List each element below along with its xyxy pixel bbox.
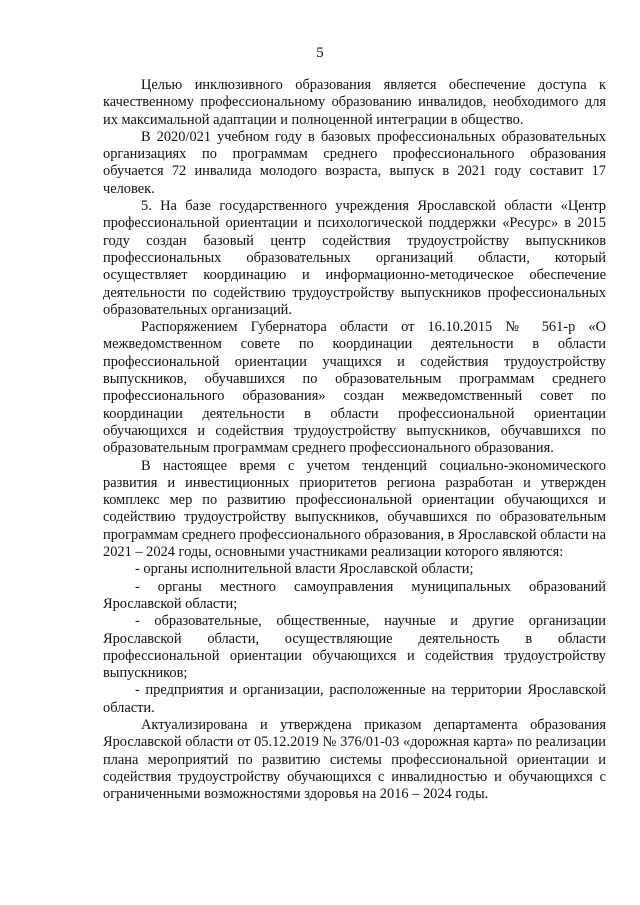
paragraph-roadmap: Актуализирована и утверждена приказом департамента образования Ярославской области от 05.12.2019 № 376/01-03 «дорожная карта» по реализации плана мероприятий по развитию системы профессиональной ориентации и содействия трудоустройству обучающихся с инвалидностью и обучающихся с ограниченными возможностями здоровья на 2016 – 2024 годы. bbox=[103, 716, 606, 803]
list-item-local-government: - органы местного самоуправления муниципальных образований Ярославской области; bbox=[103, 578, 606, 612]
paragraph-governor-order: Распоряжением Губернатора области от 16.10.2015 № 561-р «О межведомственном совете по координации деятельности в области профессиональной ориентации учащихся и содействия трудоустройству выпускников, обучавшихся по образовательным программам среднего профессионального образования» создан межведомственный совет по координации деятельности в области профессиональной ориентации обучающихся и содействия трудоустройству выпускников, обучавшихся по образовательным программам среднего профессионального образования. bbox=[103, 319, 606, 457]
paragraph-inclusive-goal: Целью инклюзивного образования является обеспечение доступа к качественному профессиональному образованию инвалидов, необходимого для их максимальной адаптации и полноценной интеграции в общество. bbox=[103, 77, 606, 128]
paragraph-resource-center: 5. На базе государственного учреждения Ярославской области «Центр профессиональной ориентации и психологической поддержки «Ресурс» в 2015 году создан базовый центр содействия трудоустройству выпускников профессиональных образовательных организаций области, который осуществляет координацию и информационно-методическое обеспечение деятельности по содействию трудоустройству выпускников профессиональных образовательных организаций. bbox=[103, 198, 606, 318]
list-item-enterprises: - предприятия и организации, расположенные на территории Ярославской области. bbox=[103, 682, 606, 716]
list-item-organizations: - образовательные, общественные, научные и другие организации Ярославской области, осуществляющие деятельность в области профессиональной ориентации обучающихся и содействия трудоустройству выпускников; bbox=[103, 613, 606, 682]
list-item-executive-authorities: - органы исполнительной власти Ярославской области; bbox=[135, 561, 474, 578]
document-body bbox=[103, 77, 606, 803]
page-number: 5 bbox=[316, 45, 324, 61]
paragraph-measures-complex: В настоящее время с учетом тенденций социально-экономического развития и инвестиционных приоритетов региона разработан и утвержден комплекс мер по развитию профессиональной ориентации обучающихся и содействию трудоустройству выпускников, обучавшихся по образовательным программам среднего профессионального образования, в Ярославской области на 2021 – 2024 годы, основными участниками реализации которого являются: bbox=[103, 457, 606, 561]
paragraph-students-count: В 2020/021 учебном году в базовых профессиональных образовательных организациях по программам среднего профессионального образования обучается 72 инвалида молодого возраста, выпуск в 2021 году составит 17 человек. bbox=[103, 128, 606, 197]
